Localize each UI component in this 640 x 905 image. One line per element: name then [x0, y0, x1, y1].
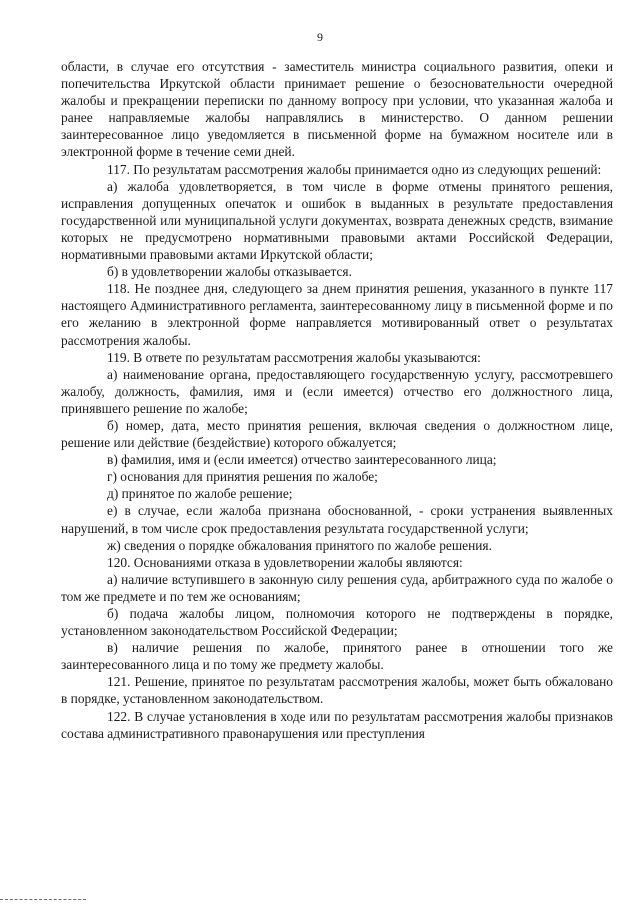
paragraph: ж) сведения о порядке обжалования принятого по жалобе решения. — [107, 537, 492, 553]
footer-rule — [0, 899, 86, 901]
paragraph: 120. Основаниями отказа в удовлетворении жалобы являются: — [107, 554, 463, 570]
paragraph: г) основания для принятия решения по жалобе; — [107, 469, 378, 485]
paragraph: д) принятое по жалобе решение; — [107, 486, 293, 502]
paragraph: е) в случае, если жалоба признана обоснованной, - сроки устранения выявленных нарушений, в том числе срок предоставления результата государственной услуги; — [61, 503, 613, 536]
paragraph: 122. В случае установления в ходе или по результатам рассмотрения жалобы признаков состава административного правонарушения или преступления — [61, 708, 613, 741]
document-body — [61, 58, 613, 742]
paragraph: в) наличие решения по жалобе, принятого ранее в отношении того же заинтересованного лица и по тому же предмету жалобы. — [61, 640, 613, 673]
paragraph: б) в удовлетворении жалобы отказывается. — [107, 264, 352, 280]
paragraph: 118. Не позднее дня, следующего за днем принятия решения, указанного в пункте 117 настоящего Административного регламента, заинтересованному лицу в письменной форме и по его желанию в электронной форме направляется мотивированный ответ о результатах рассмотрения жалобы. — [61, 281, 613, 348]
paragraph: б) номер, дата, место принятия решения, включая сведения о должностном лице, решение или действие (бездействие) которого обжалуется; — [61, 417, 613, 451]
paragraph: 117. По результатам рассмотрения жалобы принимается одно из следующих решений: — [107, 161, 602, 177]
paragraph: а) наименование органа, предоставляющего государственную услугу, рассмотревшего жалобу, должность, фамилия, имя и (если имеется) отчество его должностного лица, принявшего решение по жалобе; — [61, 366, 613, 416]
paragraph: а) наличие вступившего в законную силу решения суда, арбитражного суда по жалобе о том же предмете и по тем же основаниям; — [61, 571, 613, 604]
paragraph: области, в случае его отсутствия - заместитель министра социального развития, опеки и попечительства Иркутской области принимает решение о безосновательности очередной жалобы и прекращении переписки по данному вопросу при условии, что указанная жалоба и ранее направляемые жалобы направлялись в министерство. О данном решении заинтересованное лицо уведомляется в письменной форме на бумажном носителе или в электронной форме в течение семи дней. — [61, 59, 613, 160]
page-number: 9 — [317, 30, 323, 44]
paragraph: а) жалоба удовлетворяется, в том числе в форме отмены принятого решения, исправления допущенных опечаток и ошибок в выданных в результате предоставления государственной или муниципальной услуги документах, возврата денежных средств, взимание которых не предусмотрено нормативными правовыми актами Российской Федерации, нормативными правовыми актами Иркутской области; — [61, 178, 613, 263]
paragraph: 121. Решение, принятое по результатам рассмотрения жалобы, может быть обжаловано в порядке, установленном законодательством. — [61, 674, 613, 707]
paragraph: 119. В ответе по результатам рассмотрения жалобы указываются: — [107, 349, 481, 365]
paragraph: в) фамилия, имя и (если имеется) отчество заинтересованного лица; — [107, 452, 497, 468]
paragraph: б) подача жалобы лицом, полномочия которого не подтверждены в порядке, установленном законодательством Российской Федерации; — [61, 606, 613, 639]
